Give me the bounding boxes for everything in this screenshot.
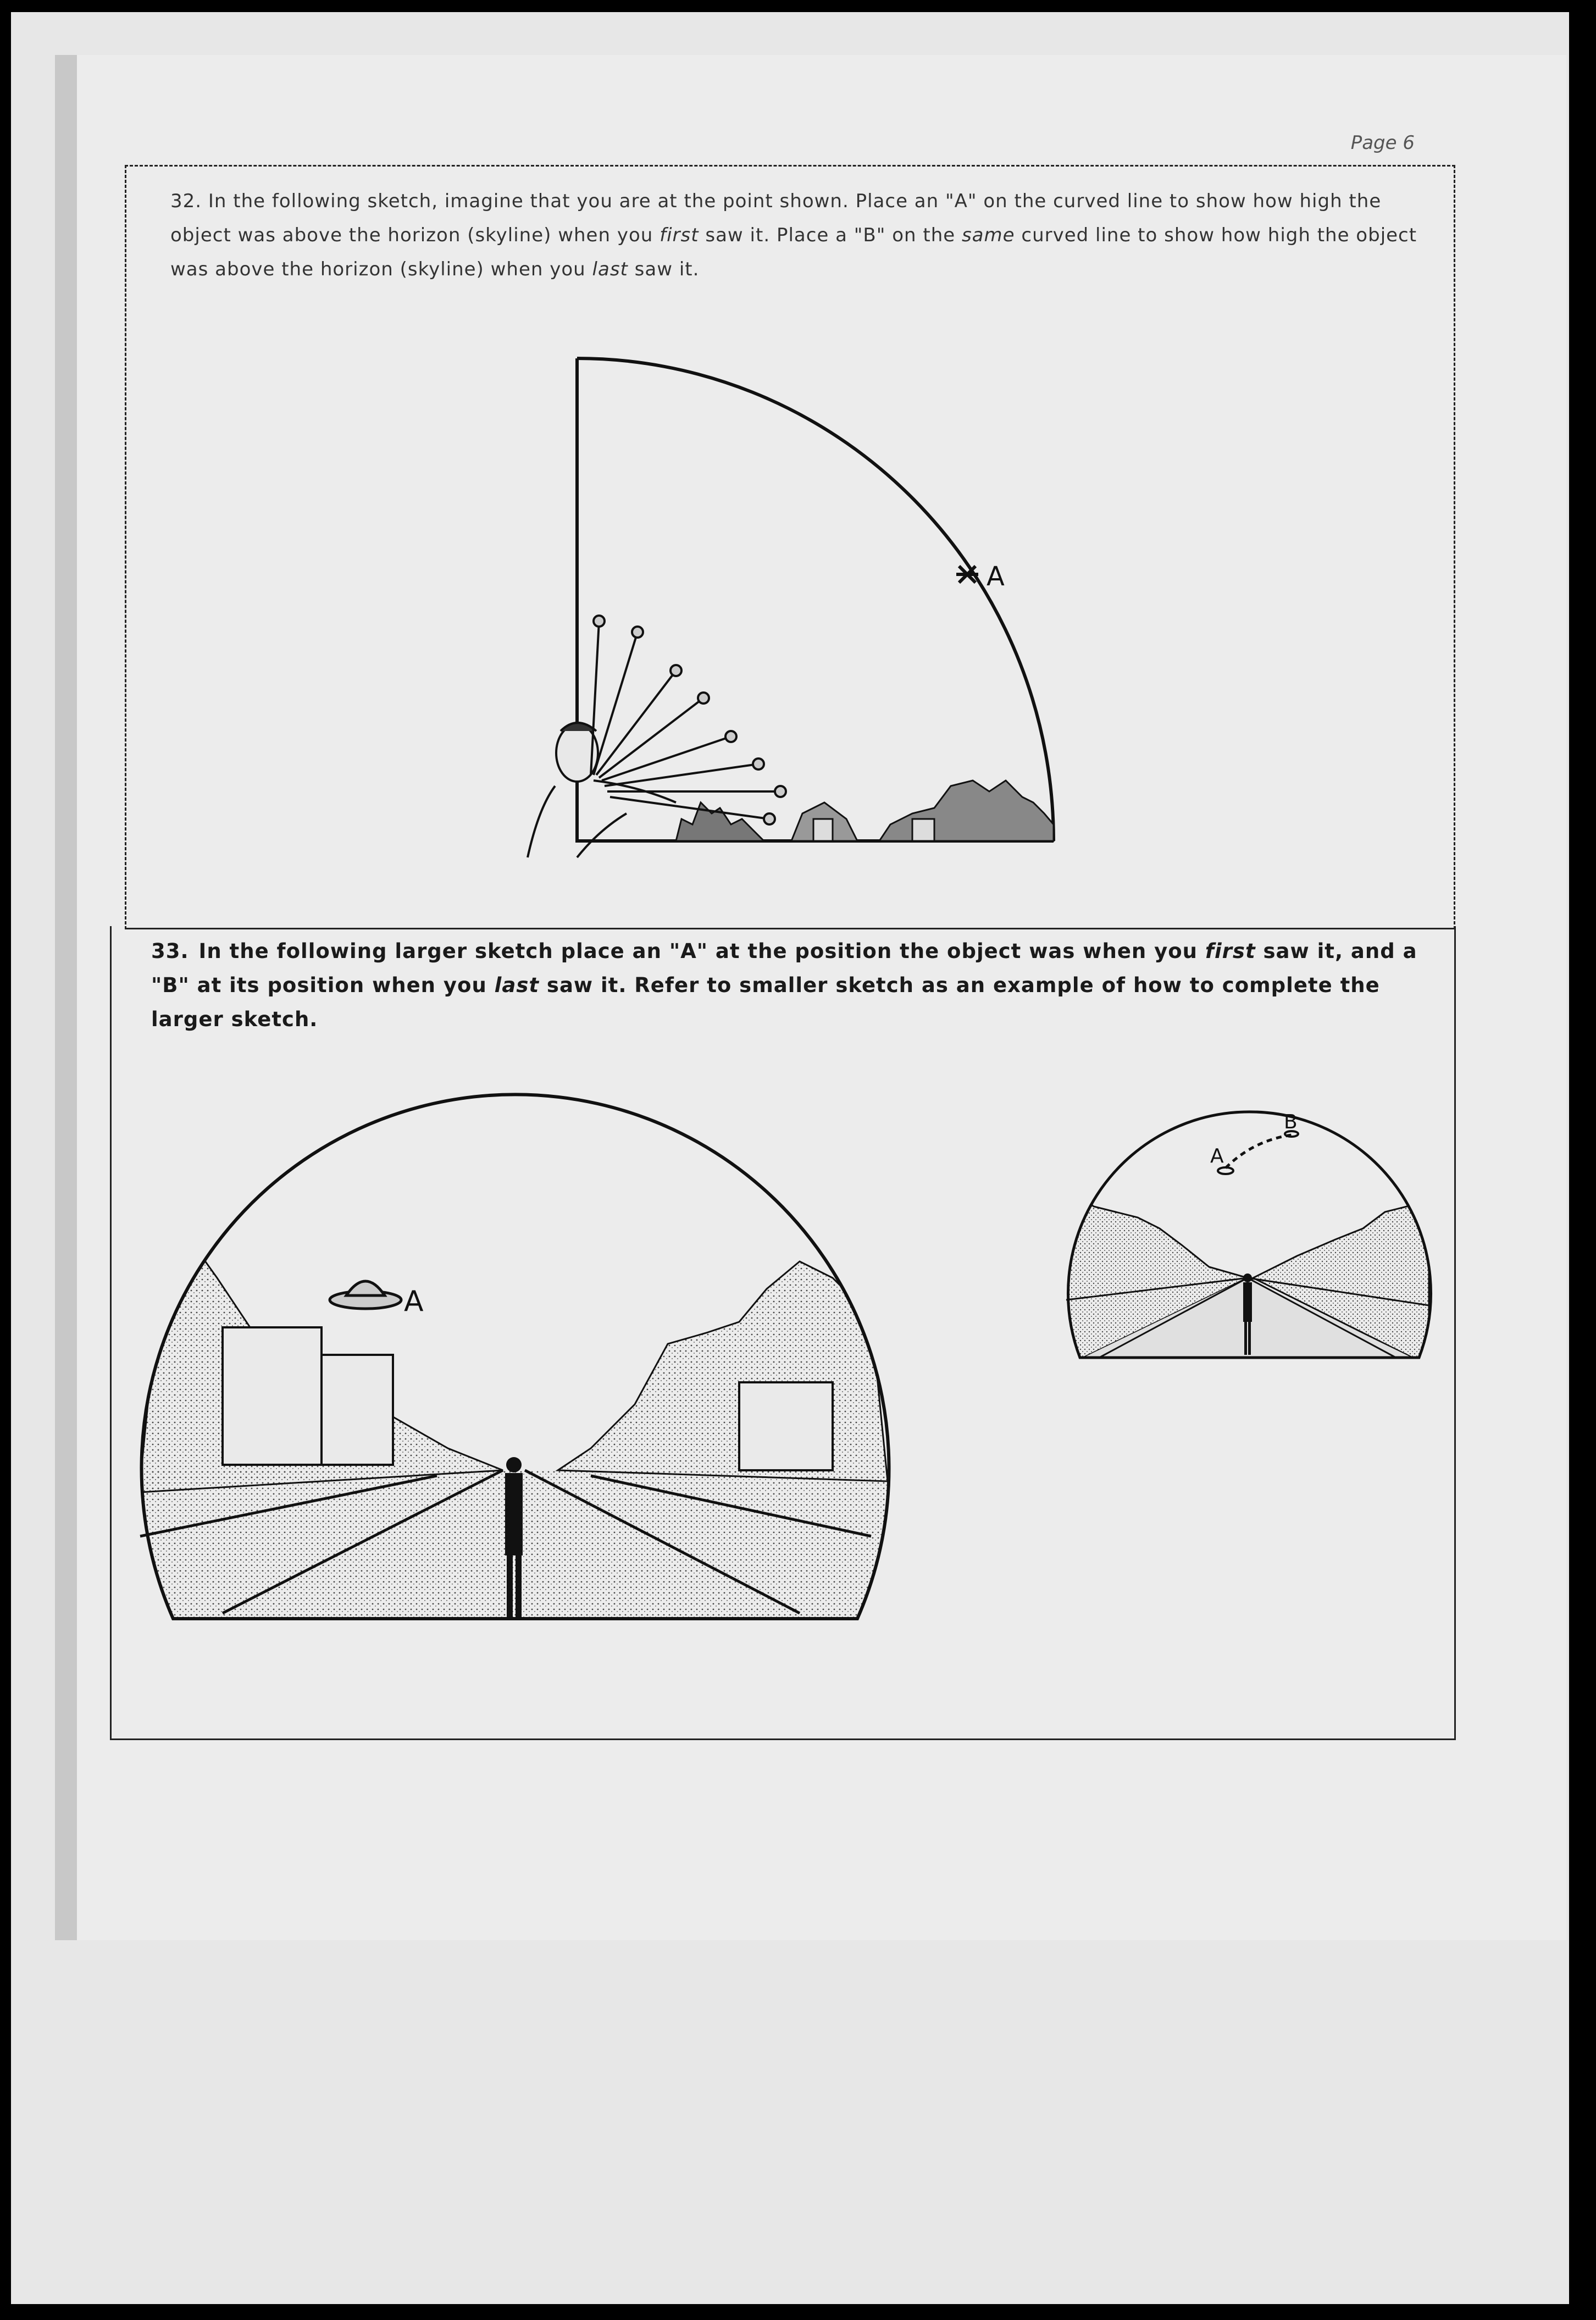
question-33-text-part: saw it, and a "B" at its position when you: [151, 939, 1417, 997]
quadrant-sketch: [495, 346, 1072, 874]
large-street-sketch: [140, 1097, 888, 1630]
skyline: [676, 780, 1054, 841]
page-number: Page 6: [1350, 132, 1415, 154]
small-example-sketch: [1066, 1102, 1429, 1366]
question-32-text: [170, 184, 1423, 286]
flight-path-dashed: [1226, 1135, 1292, 1168]
quadrant-marker-label: A: [987, 561, 1005, 592]
a-marker-x: [956, 566, 978, 583]
question-33-emphasis: last: [494, 973, 540, 997]
question-32-number: 32.: [170, 190, 202, 212]
question-32-text-part: saw it.: [628, 258, 700, 280]
question-32-text-part: curved line to show how high the object was above the horizon (skyline) when you: [170, 224, 1417, 280]
question-32-emphasis: last: [592, 258, 628, 280]
question-33-emphasis: first: [1205, 939, 1256, 963]
right-house: [739, 1382, 833, 1470]
question-33-text: [151, 934, 1432, 1037]
question-32-text-part: In the following sketch, imagine that you are at the point shown. Place an "A" on the curved line to show how high the object was above the horizon (skyline) when you: [170, 190, 1382, 246]
small-sketch-b-label: B: [1284, 1111, 1298, 1133]
left-house: [322, 1355, 393, 1465]
question-33-text-part: saw it. Refer to smaller sketch as an example of how to complete the larger sketch.: [151, 973, 1380, 1031]
flying-saucer-icon: [330, 1281, 401, 1309]
question-32-text-part: saw it. Place a "B" on the: [699, 224, 962, 246]
question-33-number: 33.: [151, 939, 189, 963]
quadrant-axes: [577, 358, 1054, 841]
saucer-position-a-icon: [1218, 1167, 1233, 1174]
right-trees: [558, 1261, 888, 1481]
large-sketch-a-label: A: [404, 1285, 424, 1318]
pointing-man-illustration: [528, 616, 786, 857]
question-33-text-part: In the following larger sketch place an "A" at the position the object was when you: [198, 939, 1205, 963]
quadrant-arc: [577, 358, 1054, 841]
question-32-emphasis: first: [660, 224, 699, 246]
left-building: [223, 1327, 322, 1465]
question-32-emphasis: same: [961, 224, 1015, 246]
small-sketch-a-label: A: [1210, 1145, 1224, 1167]
